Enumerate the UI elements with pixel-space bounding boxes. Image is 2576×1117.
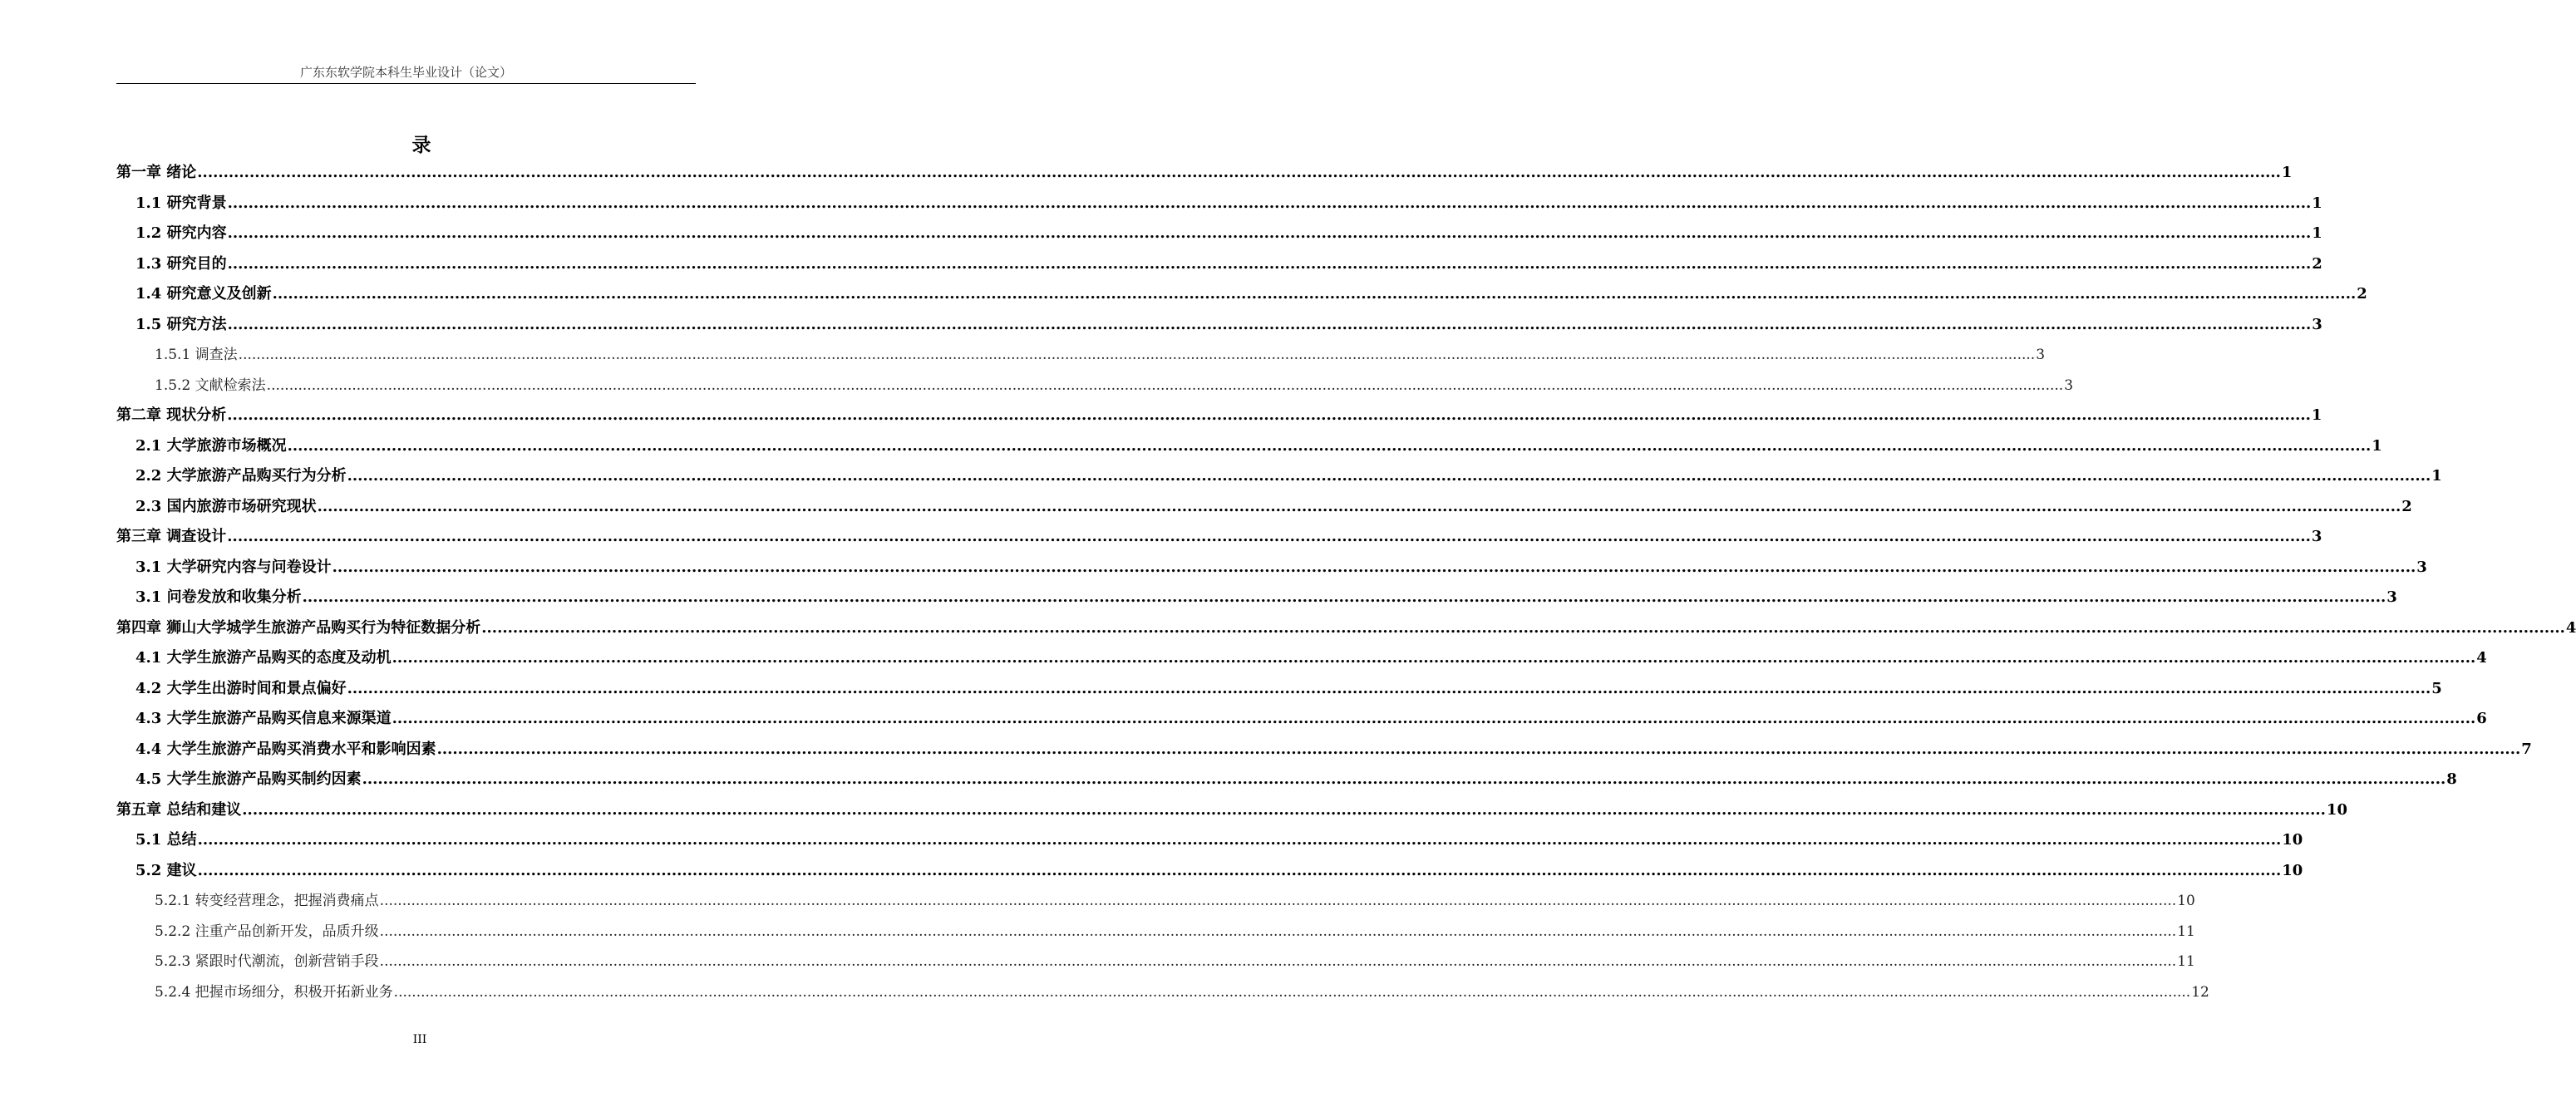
toc-entry-page: 2 [2401,497,2412,515]
toc-entry-label: 第二章 现状分析 [116,406,227,424]
dot-leader: ................................................................................................................................................................................................................................................................................................................................................................................................................ [436,740,2521,758]
toc-entry-label: 4.2 大学生出游时间和景点偏好 [135,679,347,697]
dot-leader: ................................................................................................................................................................................................................................................................................................................................................................................................................ [481,618,2565,637]
dot-leader: ................................................................................................................................................................................................................................................................................................................................................................................................................ [227,224,2312,242]
toc-entry-page: 10 [2326,800,2347,819]
toc-entry[interactable] [116,219,2322,249]
dot-leader: ................................................................................................................................................................................................................................................................................................................................................................................................................ [227,194,2312,212]
toc-entry-label: 5.2.2 注重产品创新开发，品质升级 [155,923,379,940]
toc-entry[interactable] [116,643,2487,674]
dot-leader: ................................................................................................................................................................................................................................................................................................................................................................................................................ [392,710,2476,727]
toc-entry-page: 3 [2416,558,2427,576]
toc-entry-label: 5.1 总结 [135,831,197,849]
toc-entry-page: 10 [2282,861,2303,879]
toc-entry[interactable] [116,371,2074,401]
dot-leader: ................................................................................................................................................................................................................................................................................................................................................................................................................ [287,436,2372,455]
toc-entry-label: 4.5 大学生旅游产品购买制约因素 [135,770,362,788]
toc-entry-page: 11 [2177,923,2195,940]
dot-leader: ................................................................................................................................................................................................................................................................................................................................................................................................................ [379,923,2177,940]
toc-entry[interactable] [116,795,2347,826]
toc-entry-label: 4.1 大学生旅游产品购买的态度及动机 [135,649,392,667]
toc-entry-label: 1.4 研究意义及创新 [135,285,272,303]
toc-entry-page: 3 [2312,315,2322,333]
toc-entry[interactable] [116,583,2397,613]
toc-entry-page: 8 [2446,770,2457,788]
toc-entry[interactable] [116,158,2293,189]
dot-leader: ................................................................................................................................................................................................................................................................................................................................................................................................................ [393,983,2191,1001]
page-number: III [412,1033,427,1046]
toc-entry-label: 1.3 研究目的 [135,254,227,273]
toc-entry-page: 2 [2312,254,2322,273]
toc-entry-label: 第四章 狮山大学城学生旅游产品购买行为特征数据分析 [116,618,481,637]
toc-entry[interactable] [116,340,2046,371]
toc-entry-page: 11 [2177,953,2195,970]
dot-leader: ................................................................................................................................................................................................................................................................................................................................................................................................................ [302,588,2386,606]
toc-entry-page: 10 [2177,893,2195,909]
dot-leader: ................................................................................................................................................................................................................................................................................................................................................................................................................ [227,315,2312,333]
toc-entry-label: 1.2 研究内容 [135,224,227,242]
toc-entry-page: 4 [2476,649,2487,667]
toc-entry-label: 5.2.3 紧跟时代潮流，创新营销手段 [155,953,379,970]
toc-entry-page: 1 [2311,406,2322,424]
dot-leader: ................................................................................................................................................................................................................................................................................................................................................................................................................ [347,467,2431,485]
dot-leader: ................................................................................................................................................................................................................................................................................................................................................................................................................ [197,831,2282,849]
toc-entry-label: 1.1 研究背景 [135,194,227,212]
toc-entry[interactable] [116,825,2303,856]
dot-leader: ................................................................................................................................................................................................................................................................................................................................................................................................................ [317,497,2401,515]
toc-entry[interactable] [116,461,2442,492]
dot-leader: ................................................................................................................................................................................................................................................................................................................................................................................................................ [332,558,2416,576]
toc-entry[interactable] [116,401,2322,431]
toc-entry-label: 3.1 大学研究内容与问卷设计 [135,558,332,576]
toc-title: 录 [411,134,431,156]
dot-leader: ................................................................................................................................................................................................................................................................................................................................................................................................................ [197,164,2281,181]
toc-entry-label: 5.2 建议 [135,861,197,879]
toc-entry[interactable] [116,704,2487,735]
toc-entry[interactable] [116,886,2195,917]
toc-entry-label: 2.2 大学旅游产品购买行为分析 [135,467,347,485]
toc-entry[interactable] [116,249,2322,280]
toc-entry-page: 3 [2064,376,2074,394]
dot-leader: ................................................................................................................................................................................................................................................................................................................................................................................................................ [379,953,2177,970]
toc-entry-label: 第三章 调查设计 [116,528,227,545]
toc-entry[interactable] [116,977,2209,1008]
toc-entry-page: 7 [2521,740,2532,758]
dot-leader: ................................................................................................................................................................................................................................................................................................................................................................................................................ [266,376,2064,394]
toc-entry-page: 6 [2476,710,2487,727]
dot-leader: ................................................................................................................................................................................................................................................................................................................................................................................................................ [227,528,2311,545]
toc-entry-page: 5 [2431,679,2442,697]
dot-leader: ................................................................................................................................................................................................................................................................................................................................................................................................................ [238,347,2036,363]
toc-entry[interactable] [116,189,2322,219]
toc-entry[interactable] [116,917,2195,947]
dot-leader: ................................................................................................................................................................................................................................................................................................................................................................................................................ [227,254,2312,273]
toc-entry-label: 1.5.1 调查法 [155,347,238,363]
dot-leader: ................................................................................................................................................................................................................................................................................................................................................................................................................ [379,893,2177,909]
toc-entry-label: 第一章 绪论 [116,164,197,181]
dot-leader: ................................................................................................................................................................................................................................................................................................................................................................................................................ [347,679,2431,697]
toc-entry-page: 3 [2311,528,2322,545]
toc-entry-label: 1.5 研究方法 [135,315,227,333]
toc-entry-label: 5.2.1 转变经营理念，把握消费痛点 [155,893,379,909]
toc-entry[interactable] [116,947,2195,977]
toc-entry-label: 3.1 问卷发放和收集分析 [135,588,302,606]
toc-entry-page: 4 [2565,618,2576,637]
toc-entry-label: 1.5.2 文献检索法 [155,376,266,394]
toc-entry[interactable] [116,613,2576,644]
toc-entry[interactable] [116,310,2322,341]
toc-entry-page: 10 [2282,831,2303,849]
toc-entry[interactable] [116,765,2457,795]
dot-leader: ................................................................................................................................................................................................................................................................................................................................................................................................................ [362,770,2446,788]
toc-entry-page: 2 [2357,285,2367,303]
toc-entry-page: 1 [2281,164,2293,181]
toc-entry-page: 3 [2036,347,2046,363]
toc-entry-label: 2.1 大学旅游市场概况 [135,436,287,455]
dot-leader: ................................................................................................................................................................................................................................................................................................................................................................................................................ [272,285,2357,303]
toc-entry-label: 第五章 总结和建议 [116,800,242,819]
dot-leader: ................................................................................................................................................................................................................................................................................................................................................................................................................ [242,800,2326,819]
toc-entry[interactable] [116,522,2322,553]
toc-entry[interactable] [116,431,2382,462]
toc-entry[interactable] [116,492,2412,523]
toc-entry[interactable] [116,856,2303,887]
toc-entry-page: 1 [2372,436,2382,455]
toc-entry-page: 3 [2386,588,2397,606]
toc-entry-page: 1 [2312,194,2322,212]
toc-entry[interactable] [116,279,2367,310]
toc-entry[interactable] [116,553,2427,583]
toc-entry-label: 4.3 大学生旅游产品购买信息来源渠道 [135,710,392,727]
toc-entry-page: 12 [2191,983,2209,1001]
dot-leader: ................................................................................................................................................................................................................................................................................................................................................................................................................ [197,861,2282,879]
toc-entry-label: 5.2.4 把握市场细分，积极开拓新业务 [155,983,393,1001]
toc-entry-page: 1 [2431,467,2442,485]
table-of-contents [116,158,2576,1007]
toc-entry-label: 4.4 大学生旅游产品购买消费水平和影响因素 [135,740,436,758]
toc-entry-label: 2.3 国内旅游市场研究现状 [135,497,317,515]
page-header: 广东东软学院本科生毕业设计（论文） [299,65,512,80]
toc-entry[interactable] [116,674,2442,705]
toc-entry-page: 1 [2312,224,2322,242]
header-rule [116,83,696,84]
toc-entry[interactable] [116,735,2532,765]
dot-leader: ................................................................................................................................................................................................................................................................................................................................................................................................................ [227,406,2311,424]
dot-leader: ................................................................................................................................................................................................................................................................................................................................................................................................................ [392,649,2476,667]
